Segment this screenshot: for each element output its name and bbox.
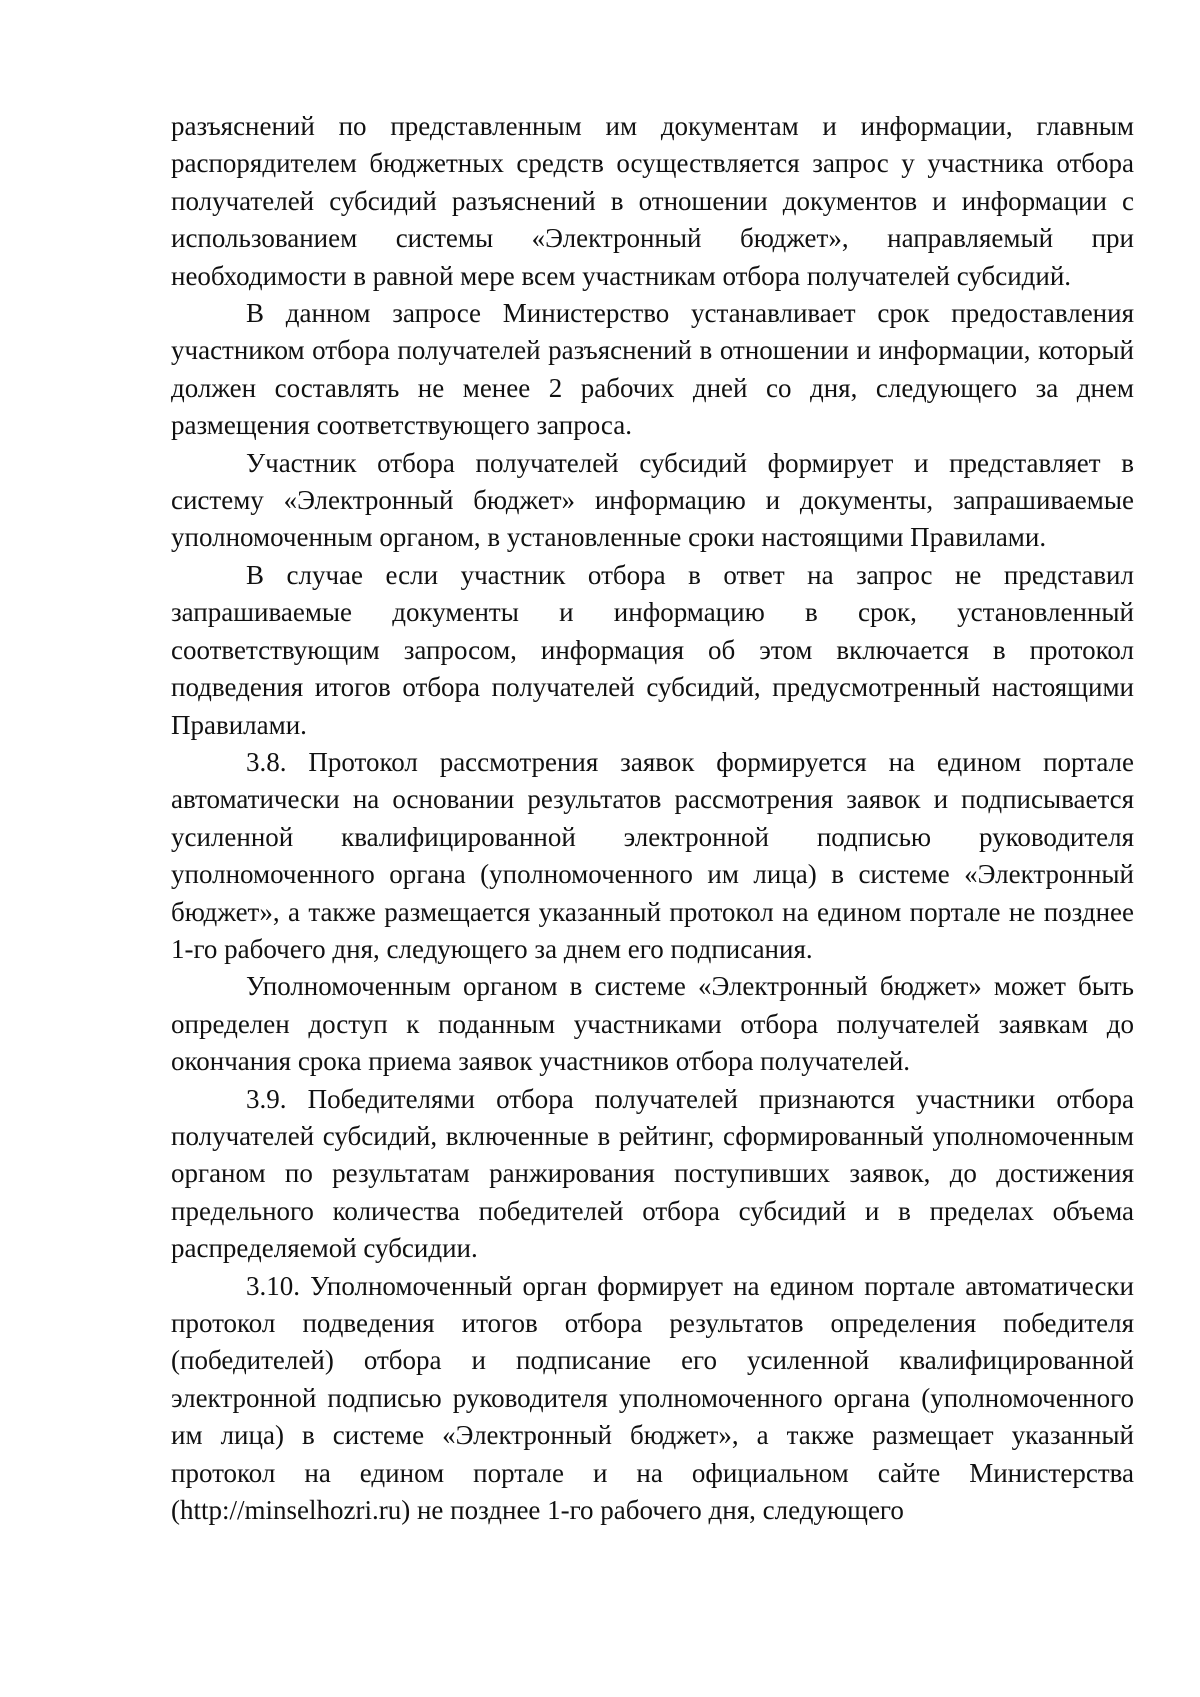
paragraph-4: В случае если участник отбора в ответ на запрос не представил запрашиваемые документы и информацию в срок, установленный соответствующим запросом, информация об этом включается в протокол подведения итогов отбора получателей субсидий, предусмотренный настоящими Правилами. xyxy=(171,559,1134,740)
paragraph-2: В данном запросе Министерство устанавливает срок предоставления участником отбора получателей разъяснений в отношении и информации, который должен составлять не менее 2 рабочих дней со дня, следующего за днем размещения соответствующего запроса. xyxy=(171,298,1134,441)
paragraph-3-10: 3.10. Уполномоченный орган формирует на едином портале автоматически протокол подведения итогов отбора результатов определения победителя (победителей) отбора и подписание его усиленной квалифицированной электронной подписью руководителя уполномоченного органа (уполномоченного им лица) в системе «Электронный бюджет», а также размещает указанный протокол на едином портале и на официальном сайте Министерства (http://minselhozri.ru) не позднее 1-го рабочего дня, следующего xyxy=(171,1270,1134,1526)
paragraph-6: Уполномоченным органом в системе «Электронный бюджет» может быть определен доступ к поданным участниками отбора получателей заявкам до окончания срока приема заявок участников отбора получателей. xyxy=(171,971,1134,1077)
document-body xyxy=(171,108,1134,1529)
paragraph-1: разъяснений по представленным им документам и информации, главным распорядителем бюджетных средств осуществляется запрос у участника отбора получателей субсидий разъяснений в отношении документов и информации с использованием системы «Электронный бюджет», направляемый при необходимости в равной мере всем участникам отбора получателей субсидий. xyxy=(171,111,1134,291)
paragraph-3: Участник отбора получателей субсидий формирует и представляет в систему «Электронный бюджет» информацию и документы, запрашиваемые уполномоченным органом, в установленные сроки настоящими Правилами. xyxy=(171,447,1134,553)
paragraph-3-9: 3.9. Победителями отбора получателей признаются участники отбора получателей субсидий, включенные в рейтинг, сформированный уполномоченным органом по результатам ранжирования поступивших заявок, до достижения предельного количества победителей отбора субсидий и в пределах объема распределяемой субсидии. xyxy=(171,1083,1134,1264)
paragraph-3-8: 3.8. Протокол рассмотрения заявок формируется на едином портале автоматически на основании результатов рассмотрения заявок и подписывается усиленной квалифицированной электронной подписью руководителя уполномоченного органа (уполномоченного им лица) в системе «Электронный бюджет», а также размещается указанный протокол на едином портале не позднее 1-го рабочего дня, следующего за днем его подписания. xyxy=(171,746,1134,964)
